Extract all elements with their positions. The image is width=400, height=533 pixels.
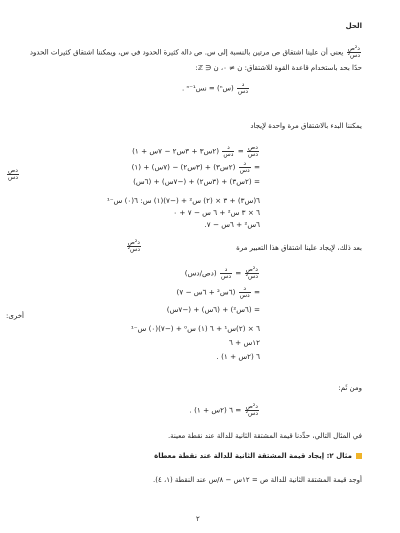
page-number: ٢: [196, 515, 200, 523]
example2-title: مثال ٢: إيجاد قيمة المشتقة الثانية للدالة عند نقطة معطاة: [154, 452, 362, 461]
intro-line-1: $\frac{\text{د²ص}}{\text{دس²}}$ يعني أن علينا اشتقاق ص مرتين بالنسبة إلى س. ص دالة كثيرة الحدود في س، ويمكننا اشتقاق كثيرات الحدود: [29, 45, 360, 59]
first-derivative-line-3: = (٢س٣) + (٣س٢) + (−٧س) + (٦س): [133, 177, 260, 186]
second-derivative-line-3: = (٦س²) + (٦س) + (−٧س): [166, 305, 260, 314]
solution-title: الحل: [345, 22, 362, 30]
first-derivative-intro: يمكننا البدء بالاشتقاق مرة واحدة لإيجاد: [250, 122, 362, 130]
second-intro-fraction: $\frac{\text{د²ص}}{\text{دس²}}$: [127, 239, 140, 253]
first-derivative-line-6: ٦س² + ٦س − ٧.: [204, 220, 260, 229]
second-derivative-line-1: $\frac{\text{د²ص}}{\text{دس²}}$ = $\frac{\text{د}}{\text{دس}}$ (دص/دس): [184, 266, 258, 280]
first-derivative-line-4: ٦(س٣) + ٣ × (٢) س² + (−٧)(١) س: ٦(٠) س⁻¹: [106, 196, 260, 205]
side-label-other: أخرى:: [6, 312, 24, 320]
first-derivative-line-1: $\frac{\text{دص}}{\text{دس}}$ = $\frac{\text{د}}{\text{دس}}$ (٢س٣ + ٣س٢ − ٧س + ١): [132, 144, 258, 158]
second-derivative-intro: بعد ذلك، لإيجاد علينا اشتقاق هذا التعبير مرة: [236, 244, 362, 252]
first-derivative-line-2: = $\frac{\text{د}}{\text{دس}}$ (٢س٣) + (٣س٢) − (٧س) + (١): [131, 160, 260, 174]
intro-line-2: حدًا بحد باستخدام قاعدة القوة للاشتقاق: ن ≠ ٠، ن ∈ ℤ:: [195, 64, 362, 72]
first-derivative-line-5: ٦ × ٣ س² + ٦ س − ٧ + ٠: [173, 208, 260, 217]
example-square-icon: [356, 453, 362, 459]
example2-question: أوجد قيمة المشتقة الثانية للدالة ص = ١٢س − ٨/س عند النقطة (١، ٤).: [152, 476, 362, 484]
result-line: $\frac{\text{د²ص}}{\text{دس²}}$ = ٦ (٢س + ١) .: [189, 403, 258, 417]
second-derivative-line-6: ٦ (٢س + ١) .: [216, 352, 260, 361]
second-derivative-line-5: ١٢س + ٦: [229, 338, 260, 347]
intro-fraction: $\frac{\text{د²ص}}{\text{دس²}}$: [347, 45, 360, 59]
side-label-first-derivative: $\frac{\text{دص}}{\text{دس}}$: [8, 167, 18, 181]
next-example-text: في المثال التالي، حدِّدنا قيمة المشتقة الثانية للدالة عند نقطة معينة.: [167, 432, 362, 440]
second-derivative-line-2: = $\frac{\text{د}}{\text{دس}}$ (٦س² + ٦س − ٧): [176, 285, 260, 299]
second-derivative-line-4: ٦ × (٢)س¹ + ٦ (١) س⁰ + (−٧)(٠) س⁻¹: [130, 324, 260, 333]
power-rule-formula: $\frac{\text{د}}{\text{دس}}$ (سⁿ) = نسⁿ⁻¹ .: [182, 81, 248, 95]
therefore-label: ومن ثَم:: [338, 384, 362, 392]
